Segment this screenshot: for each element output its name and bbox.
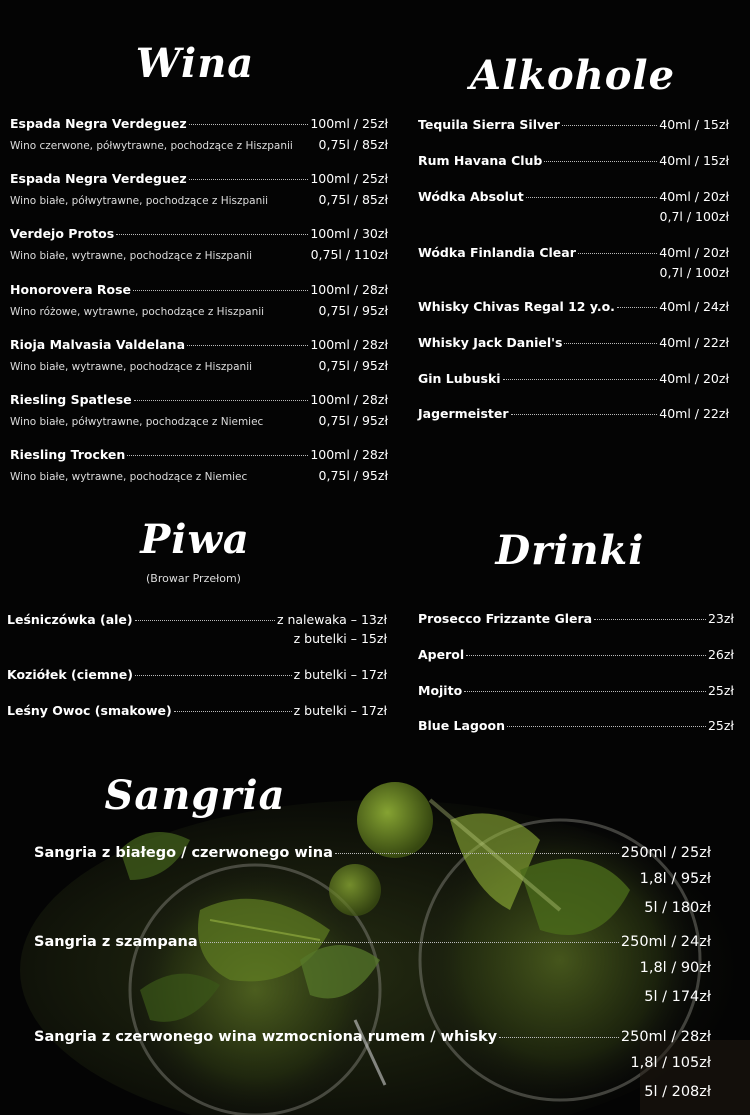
dot-leader [200,942,619,943]
item-name: Mojito [418,683,463,698]
item-price: z nalewaka – 13zł [276,612,387,627]
menu-item-row [418,683,734,698]
item-price-size: 1,8l / 105zł [630,1055,711,1071]
item-price-bottle: 0,7l / 100zł [659,209,729,224]
item-name: Sangria z czerwonego wina wzmocniona rumem / whisky [34,1029,498,1045]
item-name: Rioja Malvasia Valdelana [10,337,186,352]
dot-leader [617,307,657,308]
menu-item-row [34,934,711,950]
dot-leader [133,290,308,291]
menu-item-row [418,153,729,168]
item-name: Tequila Sierra Silver [418,117,560,132]
menu-item-row [10,392,388,407]
dot-leader [544,161,657,162]
dot-leader [189,124,309,125]
item-name: Gin Lubuski [418,371,501,386]
menu-item-row [10,447,388,462]
item-name: Espada Negra Verdeguez [10,171,187,186]
dot-leader [135,620,275,621]
item-name: Sangria z białego / czerwonego wina [34,845,333,861]
dot-leader [134,400,309,401]
dot-leader [578,253,657,254]
item-price: 250ml / 25zł [620,845,711,861]
dot-leader [564,343,657,344]
item-price-bottle: 0,75l / 110zł [310,247,388,262]
dot-leader [594,619,706,620]
item-price-bottle: 0,75l / 95zł [318,303,388,318]
menu-item-row [418,299,729,314]
item-name: Sangria z szampana [34,934,198,950]
menu-item-detail [10,247,388,262]
item-price: 40ml / 22zł [659,335,729,350]
item-description: Wino białe, wytrawne, pochodzące z Hiszpanii [10,361,253,373]
menu-item-detail [10,137,388,152]
item-price: 100ml / 25zł [310,116,388,131]
item-name: Leśny Owoc (smakowe) [7,703,172,718]
item-name: Blue Lagoon [418,718,505,733]
menu-item-row [418,718,734,733]
menu-item-row [418,335,729,350]
menu-item-row [10,337,388,352]
item-price-bottle: 0,75l / 95zł [318,413,388,428]
menu-item-row [418,406,729,421]
item-price-bottle: 0,75l / 95zł [318,468,388,483]
item-name: Whisky Jack Daniel's [418,335,563,350]
item-price: 250ml / 28zł [620,1029,711,1045]
item-price: 25zł [707,718,734,733]
drinki-title: Drinki [495,527,645,574]
item-price: 100ml / 28zł [310,392,388,407]
item-name: Aperol [418,647,465,662]
menu-item-detail [10,358,388,373]
item-name: Verdejo Protos [10,226,115,241]
item-price: 40ml / 15zł [659,117,729,132]
item-description: Wino białe, półwytrawne, pochodzące z Hiszpanii [10,195,269,207]
item-price-bottle: 0,75l / 85zł [318,192,388,207]
item-name: Riesling Trocken [10,447,126,462]
menu-item-row [10,226,388,241]
menu-item-row [418,245,729,260]
menu-item-row [418,117,729,132]
item-price: 100ml / 30zł [310,226,388,241]
menu-item-row [7,703,387,718]
dot-leader [507,726,706,727]
item-price: 25zł [707,683,734,698]
item-name: Whisky Chivas Regal 12 y.o. [418,299,615,314]
dot-leader [464,691,706,692]
item-price: z butelki – 17zł [293,703,387,718]
menu-item-row [418,189,729,204]
menu-item-row [10,282,388,297]
item-price-bottle: 0,75l / 85zł [318,137,388,152]
item-name: Koziółek (ciemne) [7,667,133,682]
item-name: Honorovera Rose [10,282,131,297]
dot-leader [116,234,308,235]
dot-leader [335,853,619,854]
item-description: Wino białe, półwytrawne, pochodzące z Niemiec [10,416,264,428]
menu-item-row [34,845,711,861]
item-price: 40ml / 24zł [659,299,729,314]
menu-item-detail [10,303,388,318]
item-price: 100ml / 28zł [310,282,388,297]
menu-item-detail [10,413,388,428]
item-price-size: 1,8l / 90zł [639,960,711,976]
piwa-subtitle: (Browar Przełom) [146,572,241,585]
item-price-bottle: 0,7l / 100zł [659,265,729,280]
item-name: Leśniczówka (ale) [7,612,133,627]
item-price: 40ml / 20zł [659,245,729,260]
dot-leader [174,711,292,712]
item-price: 26zł [707,647,734,662]
sangria-title: Sangria [104,772,286,819]
item-name: Wódka Finlandia Clear [418,245,576,260]
alkohole-title: Alkohole [470,52,676,99]
item-price: 40ml / 20zł [659,371,729,386]
dot-leader [135,675,292,676]
menu-item-row [418,371,729,386]
menu-item-row [7,667,387,682]
item-name: Rum Havana Club [418,153,543,168]
item-price: 100ml / 28zł [310,337,388,352]
dot-leader [499,1037,619,1038]
item-price-bottle: z butelki – 15zł [293,631,387,646]
dot-leader [189,179,309,180]
menu-item-row [10,171,388,186]
dot-leader [526,197,657,198]
menu-item-detail [10,192,388,207]
item-price: 100ml / 25zł [310,171,388,186]
item-description: Wino czerwone, półwytrawne, pochodzące z Hiszpanii [10,140,293,152]
dot-leader [466,655,706,656]
item-price: 40ml / 15zł [659,153,729,168]
menu-item-row [7,612,387,627]
item-description: Wino różowe, wytrawne, pochodzące z Hiszpanii [10,306,265,318]
dot-leader [187,345,308,346]
dot-leader [503,379,658,380]
wina-title: Wina [135,40,255,87]
item-description: Wino białe, wytrawne, pochodzące z Niemiec [10,471,248,483]
item-price-size: 5l / 208zł [644,1084,711,1100]
item-description: Wino białe, wytrawne, pochodzące z Hiszpanii [10,250,253,262]
item-price-bottle: 0,75l / 95zł [318,358,388,373]
item-price-size: 5l / 180zł [644,900,711,916]
menu-item-row [34,1029,711,1045]
item-name: Riesling Spatlese [10,392,132,407]
item-name: Espada Negra Verdeguez [10,116,187,131]
item-price-size: 5l / 174zł [644,989,711,1005]
piwa-title: Piwa [140,516,250,563]
dot-leader [511,414,658,415]
item-price: 250ml / 24zł [620,934,711,950]
item-name: Wódka Absolut [418,189,524,204]
item-price: 23zł [707,611,734,626]
item-price: z butelki – 17zł [293,667,387,682]
item-price: 100ml / 28zł [310,447,388,462]
item-name: Prosecco Frizzante Glera [418,611,593,626]
menu-item-row [10,116,388,131]
item-price: 40ml / 20zł [659,189,729,204]
item-name: Jagermeister [418,406,509,421]
dot-leader [562,125,657,126]
item-price-size: 1,8l / 95zł [639,871,711,887]
dot-leader [127,455,308,456]
menu-item-detail [10,468,388,483]
menu-item-row [418,611,734,626]
menu-item-row [418,647,734,662]
item-price: 40ml / 22zł [659,406,729,421]
